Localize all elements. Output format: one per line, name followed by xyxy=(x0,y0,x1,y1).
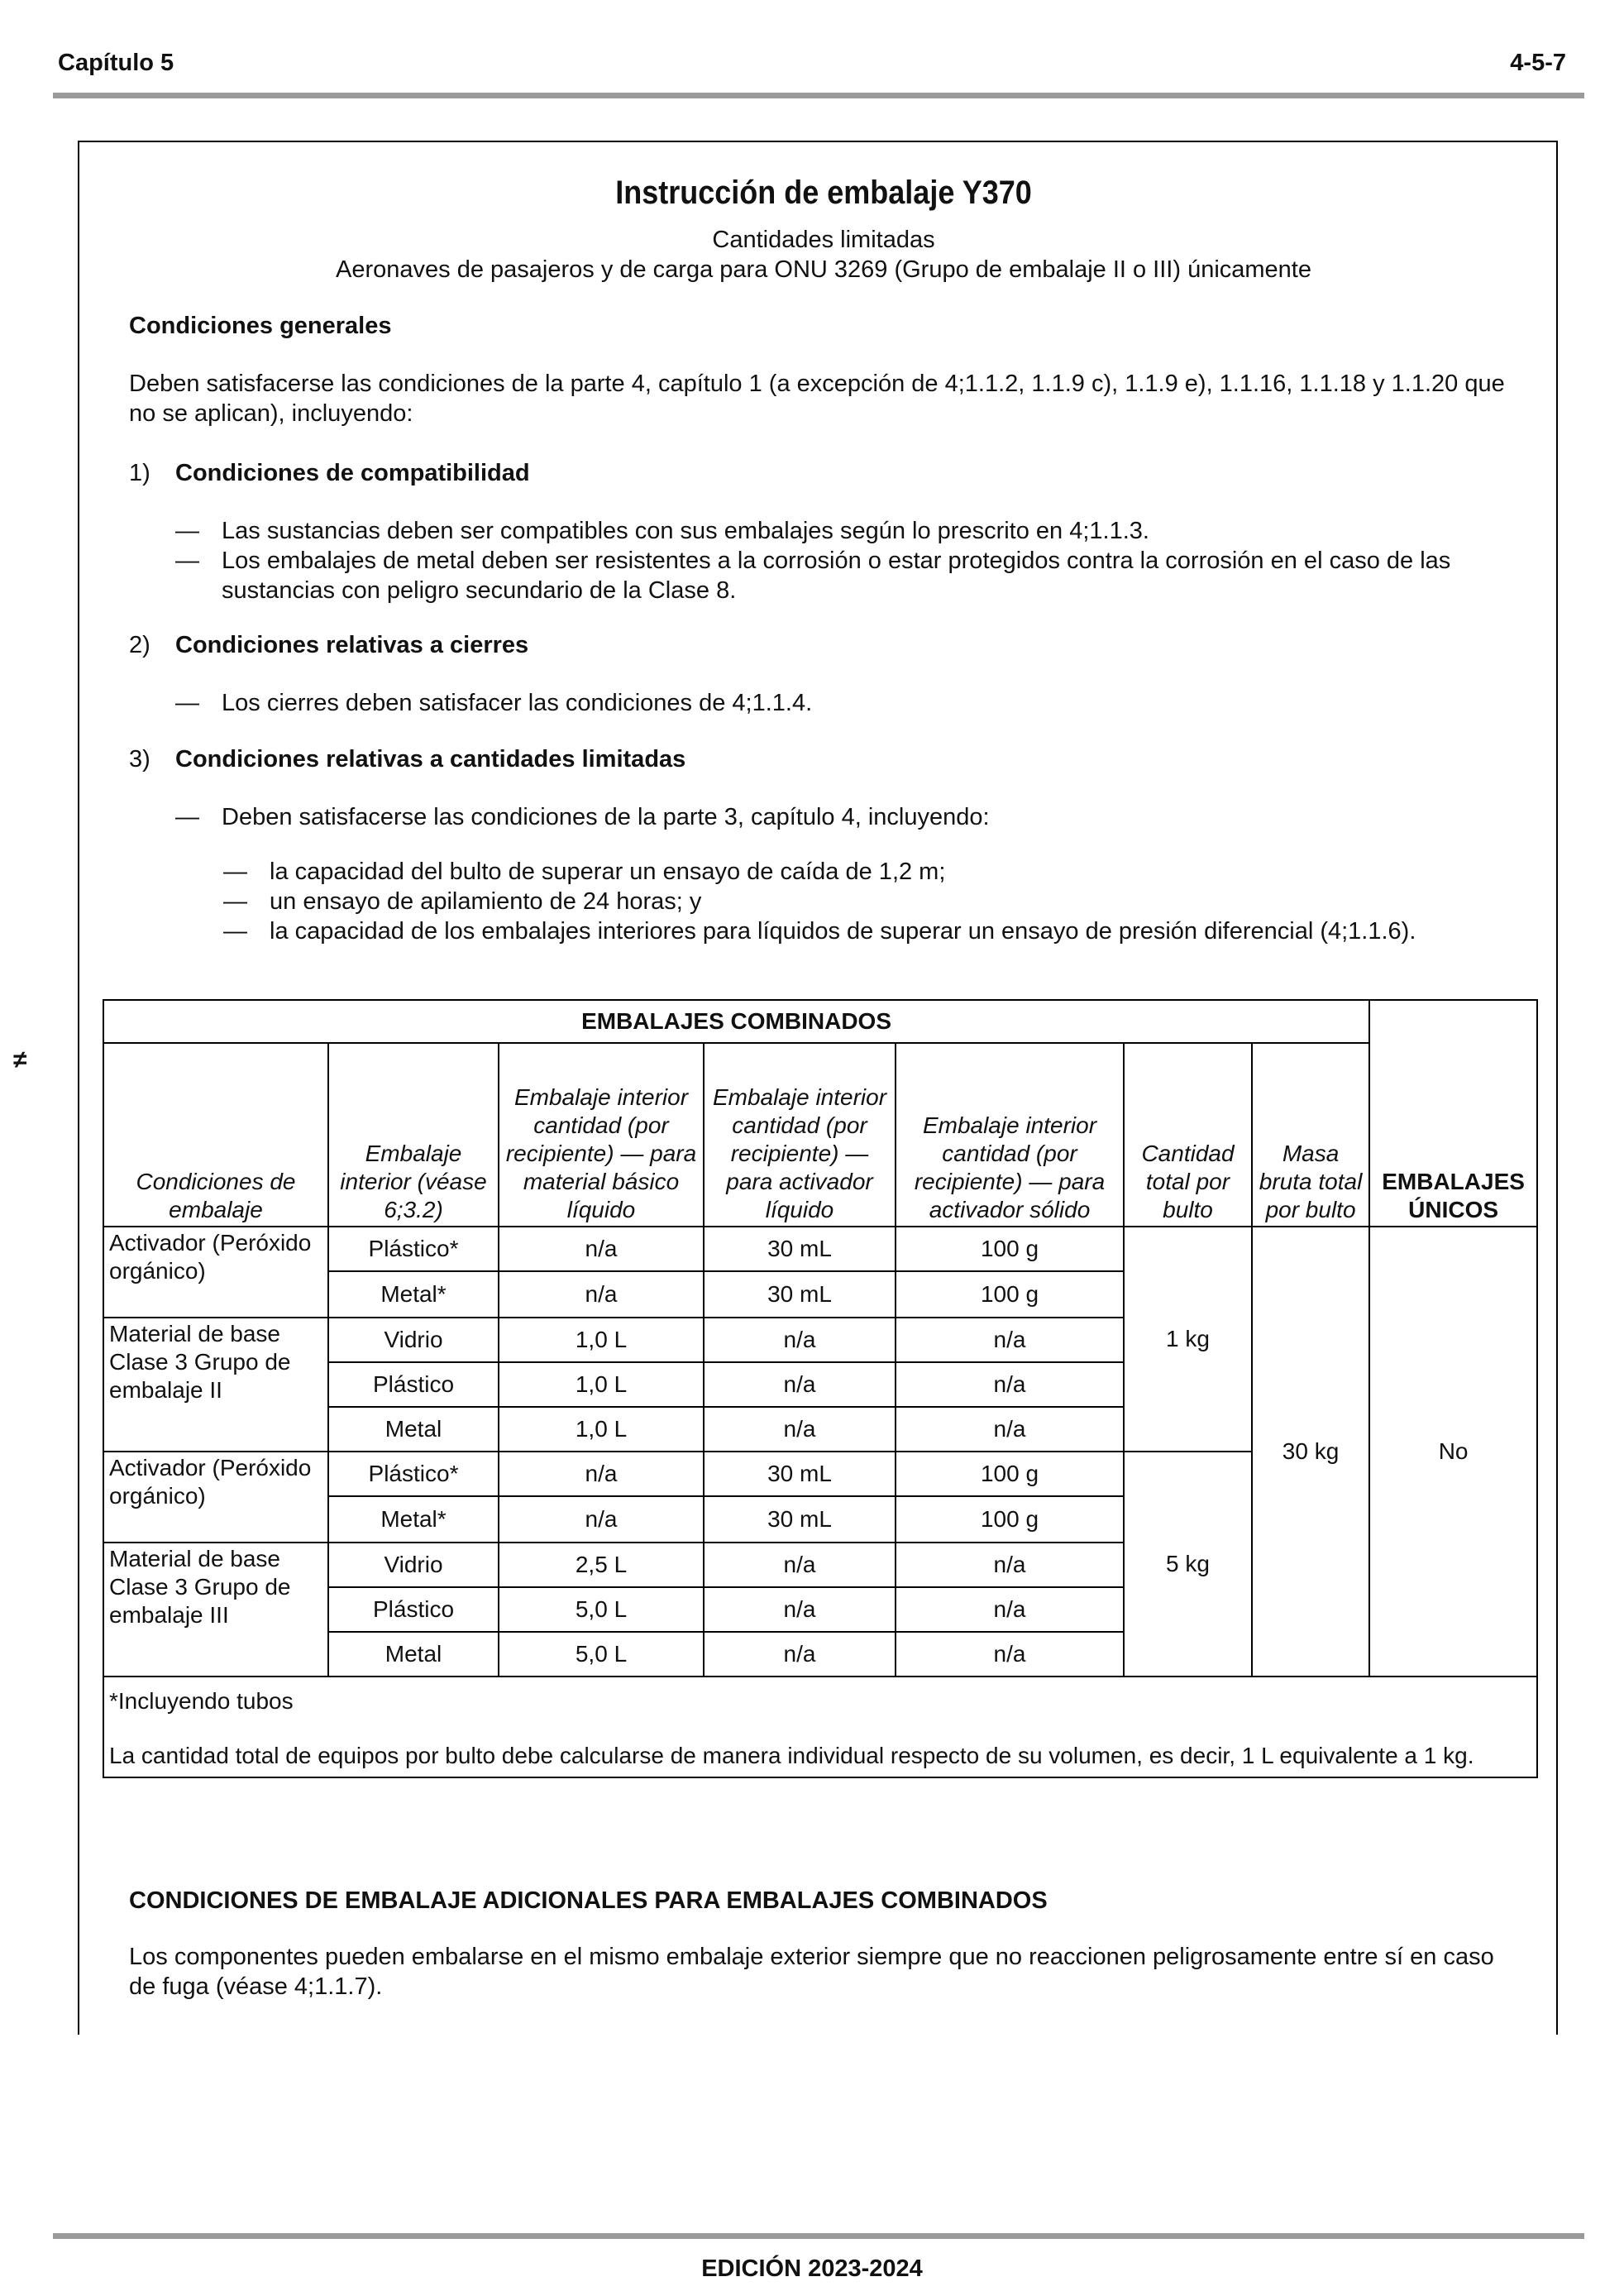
section-heading: Condiciones de compatibilidad xyxy=(175,460,530,486)
section-heading: Condiciones relativas a cantidades limitadas xyxy=(175,746,686,773)
sub-list-item xyxy=(223,916,1518,946)
dash-bullet: — xyxy=(223,888,247,915)
dash-bullet: — xyxy=(175,518,199,544)
liquid-base-qty-cell: 1,0 L xyxy=(499,1362,704,1407)
liquid-activator-qty-cell: n/a xyxy=(704,1318,896,1362)
inner-packaging-cell: Vidrio xyxy=(328,1318,499,1362)
footnote-total-quantity: La cantidad total de equipos por bulto debe calcularse de manera individual respecto de su volumen, es decir, 1 L equivalente a 1 kg. xyxy=(109,1743,1474,1768)
column-header: Embalaje interior cantidad (por recipiente) — para activador sólido xyxy=(896,1043,1124,1227)
sub-list-item-text: un ensayo de apilamiento de 24 horas; y xyxy=(270,888,702,915)
list-item-text: Las sustancias deben ser compatibles con sus embalajes según lo prescrito en 4;1.1.3. xyxy=(222,518,1149,544)
solid-activator-qty-cell: 100 g xyxy=(896,1496,1124,1543)
table-notes-row xyxy=(103,1677,1537,1777)
liquid-base-qty-cell: 2,5 L xyxy=(499,1543,704,1587)
liquid-base-qty-cell: 5,0 L xyxy=(499,1632,704,1677)
section-heading: Condiciones relativas a cierres xyxy=(175,632,529,658)
general-conditions-text: Deben satisfacerse las condiciones de la parte 4, capítulo 1 (a excepción de 4;1.1.2, 1.1.9 c), 1.1.9 e), 1.1.16, 1.1.18 y 1.1.20 que no se aplican), incluyendo: xyxy=(129,371,1505,427)
sub-list-item xyxy=(223,857,1518,887)
liquid-activator-qty-cell: n/a xyxy=(704,1362,896,1407)
total-quantity-cell: 1 kg xyxy=(1124,1227,1252,1452)
liquid-base-qty-cell: 5,0 L xyxy=(499,1587,704,1632)
additional-conditions-text: Los componentes pueden embalarse en el mismo embalaje exterior siempre que no reaccionen peligrosamente entre sí en caso de fuga (véase 4;1.1.7). xyxy=(129,1944,1494,2000)
solid-activator-qty-cell: n/a xyxy=(896,1362,1124,1407)
subtitle-limited-quantities: Cantidades limitadas xyxy=(712,227,935,253)
solid-activator-qty-cell: n/a xyxy=(896,1543,1124,1587)
page-title: Instrucción de embalaje Y370 xyxy=(615,175,1032,211)
sub-list-item-text: la capacidad de los embalajes interiores para líquidos de superar un ensayo de presión diferencial (4;1.1.6). xyxy=(270,918,1416,945)
inner-packaging-cell: Metal xyxy=(328,1407,499,1452)
column-header: Embalaje interior cantidad (por recipiente) — para activador líquido xyxy=(704,1043,896,1227)
margin-change-mark: ≠ xyxy=(13,1046,27,1074)
edition-footer: EDICIÓN 2023-2024 xyxy=(701,2255,923,2282)
inner-packaging-cell: Metal* xyxy=(328,1496,499,1543)
packaging-table xyxy=(103,999,1538,1778)
packing-condition-cell: Material de base Clase 3 Grupo de embalaje II xyxy=(103,1318,328,1452)
list-item xyxy=(175,802,1518,832)
subtitle-aircraft: Aeronaves de pasajeros y de carga para ONU 3269 (Grupo de embalaje II o III) únicamente xyxy=(336,256,1311,283)
solid-activator-qty-cell: 100 g xyxy=(896,1271,1124,1318)
solid-activator-qty-cell: n/a xyxy=(896,1632,1124,1677)
solid-activator-qty-cell: 100 g xyxy=(896,1452,1124,1496)
list-item xyxy=(175,546,1518,605)
dash-bullet: — xyxy=(175,690,199,716)
packing-condition-cell: Activador (Peróxido orgánico) xyxy=(103,1452,328,1543)
list-item-text: Los embalajes de metal deben ser resistentes a la corrosión o estar protegidos contra la corrosión en el caso de las sustancias con peligro secundario de la Clase 8. xyxy=(222,548,1451,604)
inner-packaging-cell: Metal* xyxy=(328,1271,499,1318)
sub-list-item-text: la capacidad del bulto de superar un ensayo de caída de 1,2 m; xyxy=(270,859,946,885)
liquid-activator-qty-cell: 30 mL xyxy=(704,1496,896,1543)
footnote-tubes: *Incluyendo tubos xyxy=(109,1688,294,1714)
liquid-activator-qty-cell: n/a xyxy=(704,1543,896,1587)
liquid-base-qty-cell: n/a xyxy=(499,1452,704,1496)
inner-packaging-cell: Vidrio xyxy=(328,1543,499,1587)
column-header: Cantidad total por bulto xyxy=(1124,1043,1252,1227)
dash-bullet: — xyxy=(175,804,199,830)
liquid-activator-qty-cell: 30 mL xyxy=(704,1452,896,1496)
packing-condition-cell: Material de base Clase 3 Grupo de embalaje III xyxy=(103,1543,328,1677)
liquid-base-qty-cell: n/a xyxy=(499,1271,704,1318)
liquid-activator-qty-cell: n/a xyxy=(704,1407,896,1452)
solid-activator-qty-cell: n/a xyxy=(896,1318,1124,1362)
solid-activator-qty-cell: 100 g xyxy=(896,1227,1124,1271)
packaging-table-wrapper xyxy=(103,999,1538,1778)
inner-packaging-cell: Plástico* xyxy=(328,1452,499,1496)
dash-bullet: — xyxy=(175,548,199,574)
single-packagings-header: EMBALAJES ÚNICOS xyxy=(1369,1000,1537,1227)
inner-packaging-cell: Plástico* xyxy=(328,1227,499,1271)
list-item xyxy=(175,688,1518,718)
section-number: 2) xyxy=(129,632,150,658)
liquid-base-qty-cell: n/a xyxy=(499,1496,704,1543)
list-item xyxy=(175,516,1518,546)
inner-packaging-cell: Plástico xyxy=(328,1587,499,1632)
inner-packaging-cell: Metal xyxy=(328,1632,499,1677)
combination-packagings-header: EMBALAJES COMBINADOS xyxy=(103,1000,1369,1043)
gross-mass-cell: 30 kg xyxy=(1252,1227,1369,1677)
column-header: Embalaje interior (véase 6;3.2) xyxy=(328,1043,499,1227)
table-row xyxy=(103,1227,1537,1271)
liquid-base-qty-cell: n/a xyxy=(499,1227,704,1271)
column-header: Condiciones de embalaje xyxy=(103,1043,328,1227)
packing-condition-cell: Activador (Peróxido orgánico) xyxy=(103,1227,328,1318)
liquid-base-qty-cell: 1,0 L xyxy=(499,1318,704,1362)
list-item-text: Deben satisfacerse las condiciones de la parte 3, capítulo 4, incluyendo: xyxy=(222,804,990,830)
dash-bullet: — xyxy=(223,918,247,945)
header-rule xyxy=(53,93,1584,98)
liquid-activator-qty-cell: 30 mL xyxy=(704,1227,896,1271)
table-notes-cell xyxy=(103,1677,1537,1777)
section-number: 3) xyxy=(129,746,150,773)
general-conditions-heading: Condiciones generales xyxy=(129,313,392,339)
footer-rule xyxy=(53,2233,1584,2239)
liquid-activator-qty-cell: 30 mL xyxy=(704,1271,896,1318)
liquid-base-qty-cell: 1,0 L xyxy=(499,1407,704,1452)
chapter-label: Capítulo 5 xyxy=(58,50,174,76)
single-packagings-cell: No xyxy=(1369,1227,1537,1677)
column-header: Masa bruta total por bulto xyxy=(1252,1043,1369,1227)
column-header: Embalaje interior cantidad (por recipiente) — para material básico líquido xyxy=(499,1043,704,1227)
liquid-activator-qty-cell: n/a xyxy=(704,1632,896,1677)
liquid-activator-qty-cell: n/a xyxy=(704,1587,896,1632)
page-number: 4-5-7 xyxy=(1510,50,1566,76)
total-quantity-cell: 5 kg xyxy=(1124,1452,1252,1677)
inner-packaging-cell: Plástico xyxy=(328,1362,499,1407)
solid-activator-qty-cell: n/a xyxy=(896,1587,1124,1632)
list-item-text: Los cierres deben satisfacer las condiciones de 4;1.1.4. xyxy=(222,690,813,716)
solid-activator-qty-cell: n/a xyxy=(896,1407,1124,1452)
dash-bullet: — xyxy=(223,859,247,885)
packing-instruction-box xyxy=(78,141,1558,2035)
section-number: 1) xyxy=(129,460,150,486)
additional-conditions-heading: CONDICIONES DE EMBALAJE ADICIONALES PARA EMBALAJES COMBINADOS xyxy=(129,1887,1048,1914)
sub-list-item xyxy=(223,887,1518,916)
